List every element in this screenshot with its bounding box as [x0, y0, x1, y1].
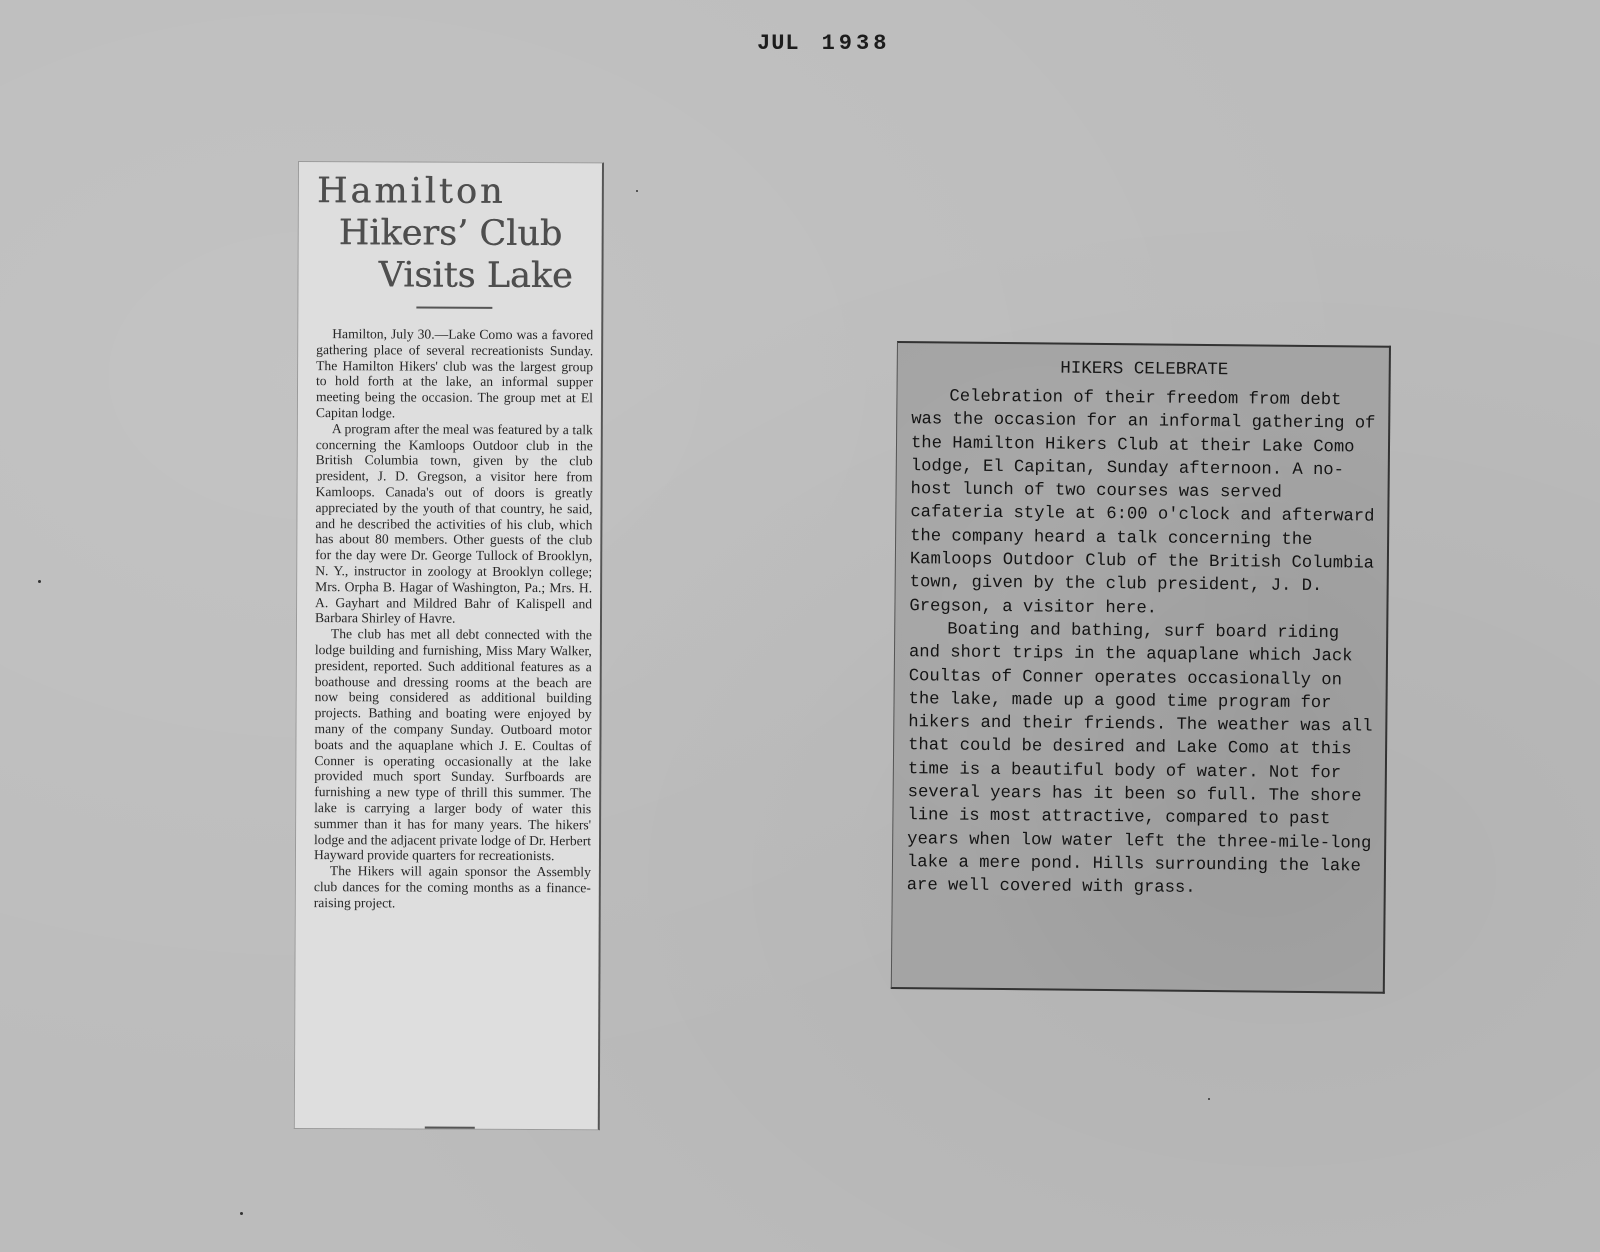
left-paragraph-1: Hamilton, July 30.—Lake Como was a favored gathering place of several recreationists Sunday. The Hamilton Hikers' club was the largest group to hold forth at the lake, an informal supper meeting being the occasion. The group met at El Capitan lodge.: [315, 326, 594, 421]
paper-speck: [240, 1212, 243, 1215]
date-year: 1938: [821, 31, 891, 56]
headline-line-1: Hamilton: [316, 171, 506, 212]
paper-speck: [38, 580, 41, 583]
paper-speck: [1208, 1098, 1210, 1100]
headline-divider: [416, 307, 492, 309]
right-paragraph-2: Boating and bathing, surf board riding and short trips in the aquaplane which Jack Coultas of Conner operates occasionally on the lake, made up a good time program for hikers and their friends. The weather was all that could be desired and Lake Como at this time is a beautiful body of water. Not for several years has it been so full. The shore line is most attractive, compared to past years when low water left the three-mile-long lake a mere pond. Hills surrounding the lake are well covered with grass.: [906, 620, 1373, 899]
date-month: JUL: [757, 31, 800, 56]
left-paragraph-3: The club has met all debt connected with the lodge building and furnishing, Miss Mary Walker, president, reported. Such additional features as a boathouse and dressing rooms at the beach are now being considered as additional building projects. Bathing and boating were enjoyed by many of the company Sunday. Outboard motor boats and the aquaplane which J. E. Coultas of Conner is operating occasionally at the lake provided much sport Sunday. Surfboards are furnishing a new type of thrill this summer. The lake is carrying a larger body of water this summer than it has for many years. The hikers' lodge and the adjacent private lodge of Dr. Herbert Hayward provide quarters for recreationists.: [313, 626, 592, 864]
clipping-bottom-rule: [425, 1127, 475, 1129]
right-typed-clipping: [891, 341, 1391, 994]
date-stamp: [757, 31, 890, 56]
right-paragraph-1: Celebration of their freedom from debt was the occasion for an informal gathering of the Hamilton Hikers Club at their Lake Como lodge, El Capitan, Sunday afternoon. A no-host lunch of two courses was served cafateria style at 6:00 o'clock and afterward the company heard a talk concerning the Kamloops Outdoor Club of the British Columbia town, given by the club president, J. D. Gregson, a visitor here.: [909, 387, 1376, 619]
left-paragraph-4: The Hikers will again sponsor the Assembly club dances for the coming months as a finance-raising project.: [313, 863, 591, 911]
right-clipping-title: HIKERS CELEBRATE: [1060, 358, 1229, 381]
right-clipping-body: [907, 385, 1377, 902]
paper-speck: [636, 190, 638, 192]
left-clipping-headline: [316, 170, 594, 297]
left-paragraph-2: A program after the meal was featured by a talk concerning the Kamloops Outdoor club in the British Columbia town, given by the club president, J. D. Gregson, a visitor here from Kamloops. Canada's out of doors is greatly appreciated by the youth of that country, he said, and he described the activities of his club, which has about 80 members. Other guests of the club for the day were Dr. George Tullock of Brooklyn, N. Y., instructor in zoology at Brooklyn college; Mrs. Orpha B. Hagar of Washington, Pa.; Mrs. H. A. Gayhart and Mildred Bahr of Kalispell and Barbara Shirley of Havre.: [314, 420, 593, 627]
left-news-clipping: [294, 161, 604, 1130]
headline-line-2: Hikers’ Club: [338, 213, 563, 255]
left-clipping-body: [314, 326, 594, 912]
headline-line-3: Visits Lake: [378, 255, 573, 297]
